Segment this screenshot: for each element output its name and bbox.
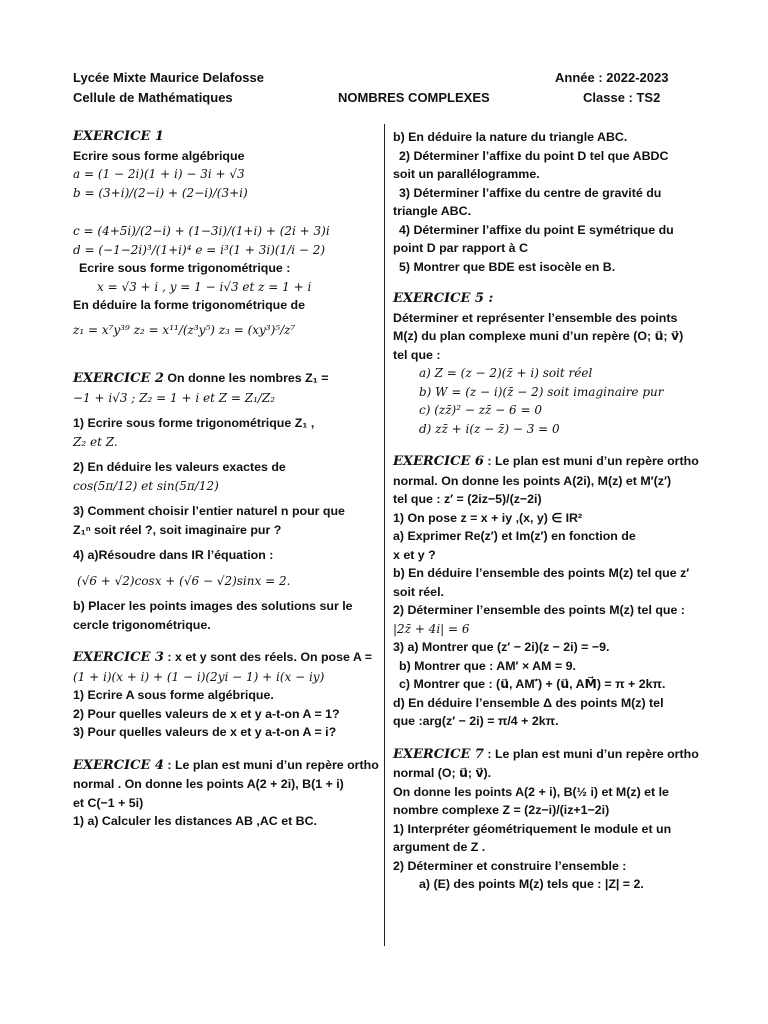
- ex5-frame: M(z) du plan complexe muni d’un repère (O; u⃗; v⃗): [393, 329, 684, 343]
- ex2-q4b-cont: cercle trigonométrique.: [73, 617, 211, 632]
- ex2-q3: 3) Comment choisir l’entier naturel n pour que: [73, 504, 345, 518]
- ex4-q2: 2) Déterminer l’affixe du point D tel que ABDC: [399, 148, 669, 163]
- ex2-q1: 1) Ecrire sous forme trigonométrique Z₁ ,: [73, 416, 315, 430]
- ex2-q2-values: cos(5π/12) et sin(5π/12): [73, 478, 219, 493]
- ex7-z: nombre complexe Z = (2z−i)/(iz+1−2i): [393, 803, 610, 817]
- ex1-c: c = (4+5i)/(2−i) + (1−3i)/(1+i) + (2i + 3)i: [73, 224, 330, 238]
- ex6-zprime: tel que : z′ = (2iz−5)/(z−2i): [393, 492, 542, 506]
- ex6-q1b: b) En déduire l’ensemble des points M(z) tel que z′: [393, 566, 690, 580]
- department: Cellule de Mathématiques: [73, 90, 233, 105]
- ex5-c: c) (zz̄)² − zz̄ − 6 = 0: [419, 403, 542, 417]
- school-year: Année : 2022-2023: [555, 70, 669, 85]
- ex1-deduce: En déduire la forme trigonométrique de: [73, 298, 306, 312]
- ex2-q4: 4) a)Résoudre dans IR l’équation :: [73, 548, 274, 562]
- exercise-3: [73, 648, 373, 742]
- ex3-intro: : x et y sont des réels. On pose A =: [167, 650, 373, 664]
- ex7-frame: normal (O; u⃗; v⃗).: [393, 766, 492, 780]
- ex7-q1: 1) Interpréter géométriquement le module et un: [393, 821, 672, 836]
- ex6-q3a: 3) a) Montrer que (z′ − 2i)(z − 2i) = −9.: [393, 640, 610, 654]
- exercise-5: [393, 290, 703, 438]
- ex7-intro: : Le plan est muni d’un repère ortho: [487, 746, 699, 761]
- ex7-q2: 2) Déterminer et construire l’ensemble :: [393, 858, 627, 873]
- school-name: Lycée Mixte Maurice Delafosse: [73, 70, 264, 85]
- ex2-equation: (√6 + √2)cosx + (√6 − √2)sinx = 2.: [77, 573, 291, 588]
- ex4-points: normal . On donne les points A(2 + 2i), B(1 + i): [73, 777, 344, 791]
- ex3-q2: 2) Pour quelles valeurs de x et y a-t-on A = 1?: [73, 706, 340, 721]
- ex1-b: b = (3+i)/(2−i) + (2−i)/(3+i): [73, 185, 248, 200]
- ex7-q1-cont: argument de Z .: [393, 840, 486, 854]
- ex1-z-values: z₁ = x⁷y³⁹ z₂ = x¹¹/(z³y⁵) z₃ = (xy³)⁵/z⁷: [73, 322, 296, 337]
- ex5-intro: Déterminer et représenter l’ensemble des points: [393, 310, 678, 325]
- ex5-b: b) W = (z − i)(z̄ − 2) soit imaginaire pur: [419, 384, 664, 399]
- document-title: NOMBRES COMPLEXES: [338, 90, 490, 105]
- ex4-point-c: et C(−1 + 5i): [73, 795, 144, 810]
- ex4-q3: 3) Déterminer l’affixe du centre de gravité du: [399, 185, 662, 200]
- exercise-6-title: EXERCICE 6: [393, 454, 484, 469]
- ex2-q4b: b) Placer les points images des solutions sur le: [73, 599, 353, 613]
- exercise-4-title: EXERCICE 4: [73, 757, 164, 773]
- exercise-4: [73, 756, 379, 831]
- ex6-q3c: c) Montrer que : (u⃗, AM′⃗) + (u⃗, AM⃗) = π + 2kπ.: [399, 677, 666, 691]
- ex4-q5: 5) Montrer que BDE est isocèle en B.: [399, 259, 616, 274]
- exercise-2: [73, 369, 365, 634]
- ex2-numbers: −1 + i√3 ; Z₂ = 1 + i et Z = Z₁/Z₂: [73, 390, 276, 405]
- ex6-q1a: a) Exprimer Re(z′) et Im(z′) en fonction de: [393, 529, 636, 543]
- ex1-trig-instruction: Ecrire sous forme trigonométrique :: [79, 261, 291, 275]
- ex1-a: a = (1 − 2i)(1 + i) − 3i + √3: [73, 167, 245, 181]
- class-label: Classe : TS2: [583, 90, 661, 105]
- exercise-7: [393, 745, 703, 894]
- ex1-instruction: Ecrire sous forme algébrique: [73, 148, 245, 163]
- exercise-3-title: EXERCICE 3: [73, 650, 164, 665]
- ex6-q3b: b) Montrer que : AM′ × AM = 9.: [399, 658, 576, 673]
- ex4-q4: 4) Déterminer l’affixe du point E symétrique du: [399, 222, 674, 237]
- ex7-points: On donne les points A(2 + i), B(½ i) et M(z) et le: [393, 784, 669, 799]
- column-divider: [384, 124, 385, 946]
- ex7-q2a: a) (E) des points M(z) tels que : |Z| = 2.: [419, 877, 644, 891]
- ex6-q1: 1) On pose z = x + iy ,(x, y) ∈ IR²: [393, 510, 583, 525]
- ex4-q1a: 1) a) Calculer les distances AB ,AC et BC.: [73, 814, 317, 828]
- ex6-q3d: d) En déduire l’ensemble Δ des points M(z) tel: [393, 695, 664, 710]
- exercise-1-title: EXERCICE 1: [73, 129, 164, 144]
- exercise-1: [73, 128, 365, 339]
- ex4-q4-cont: point D par rapport à C: [393, 241, 528, 255]
- ex1-d-e: d = (−1−2i)³/(1+i)⁴ e = i³(1 + 3i)(1/i − 2): [73, 242, 326, 257]
- ex6-q2: 2) Déterminer l’ensemble des points M(z) tel que :: [393, 603, 685, 617]
- ex2-q3-cont: Z₁ⁿ soit réel ?, soit imaginaire pur ?: [73, 522, 282, 537]
- ex5-a: a) Z = (z − 2)(z̄ + i) soit réel: [419, 366, 593, 380]
- ex3-q1: 1) Ecrire A sous forme algébrique.: [73, 688, 274, 702]
- ex4-intro: : Le plan est muni d’un repère ortho: [167, 757, 379, 772]
- left-column: [73, 128, 379, 831]
- ex6-q2-cont: |2z̄ + 4i| = 6: [393, 621, 470, 636]
- ex6-q1a-cont: x et y ?: [393, 547, 436, 562]
- ex4-q2-cont: soit un parallélogramme.: [393, 167, 540, 181]
- ex2-intro: On donne les nombres Z₁ =: [167, 371, 329, 385]
- exercise-4-continued: [393, 128, 703, 276]
- ex5-d: d) zz̄ + i(z − z̄) − 3 = 0: [419, 421, 560, 436]
- ex2-q1-cont: Z₂ et Z.: [73, 434, 118, 449]
- exercise-5-title: EXERCICE 5 :: [393, 291, 494, 306]
- ex5-such-that: tel que :: [393, 347, 441, 362]
- ex6-q3d-cont: que :arg(z′ − 2i) = π/4 + 2kπ.: [393, 714, 559, 728]
- ex4-q3-cont: triangle ABC.: [393, 204, 472, 218]
- ex6-points: normal. On donne les points A(2i), M(z) et M′(z′): [393, 473, 672, 488]
- exercise-7-title: EXERCICE 7: [393, 746, 484, 762]
- ex3-q3: 3) Pour quelles valeurs de x et y a-t-on A = i?: [73, 725, 337, 739]
- ex2-q2: 2) En déduire les valeurs exactes de: [73, 460, 286, 474]
- ex1-xyz: x = √3 + i , y = 1 − i√3 et z = 1 + i: [97, 279, 312, 294]
- right-column: [393, 128, 703, 894]
- ex3-expression: (1 + i)(x + i) + (1 − i)(2yi − 1) + i(x − iy): [73, 669, 325, 684]
- exercise-6: [393, 452, 703, 731]
- exercise-2-title: EXERCICE 2: [73, 371, 164, 386]
- ex6-intro: : Le plan est muni d’un repère ortho: [487, 454, 699, 468]
- ex4-q1b: b) En déduire la nature du triangle ABC.: [393, 130, 628, 144]
- ex6-q1b-cont: soit réel.: [393, 584, 444, 599]
